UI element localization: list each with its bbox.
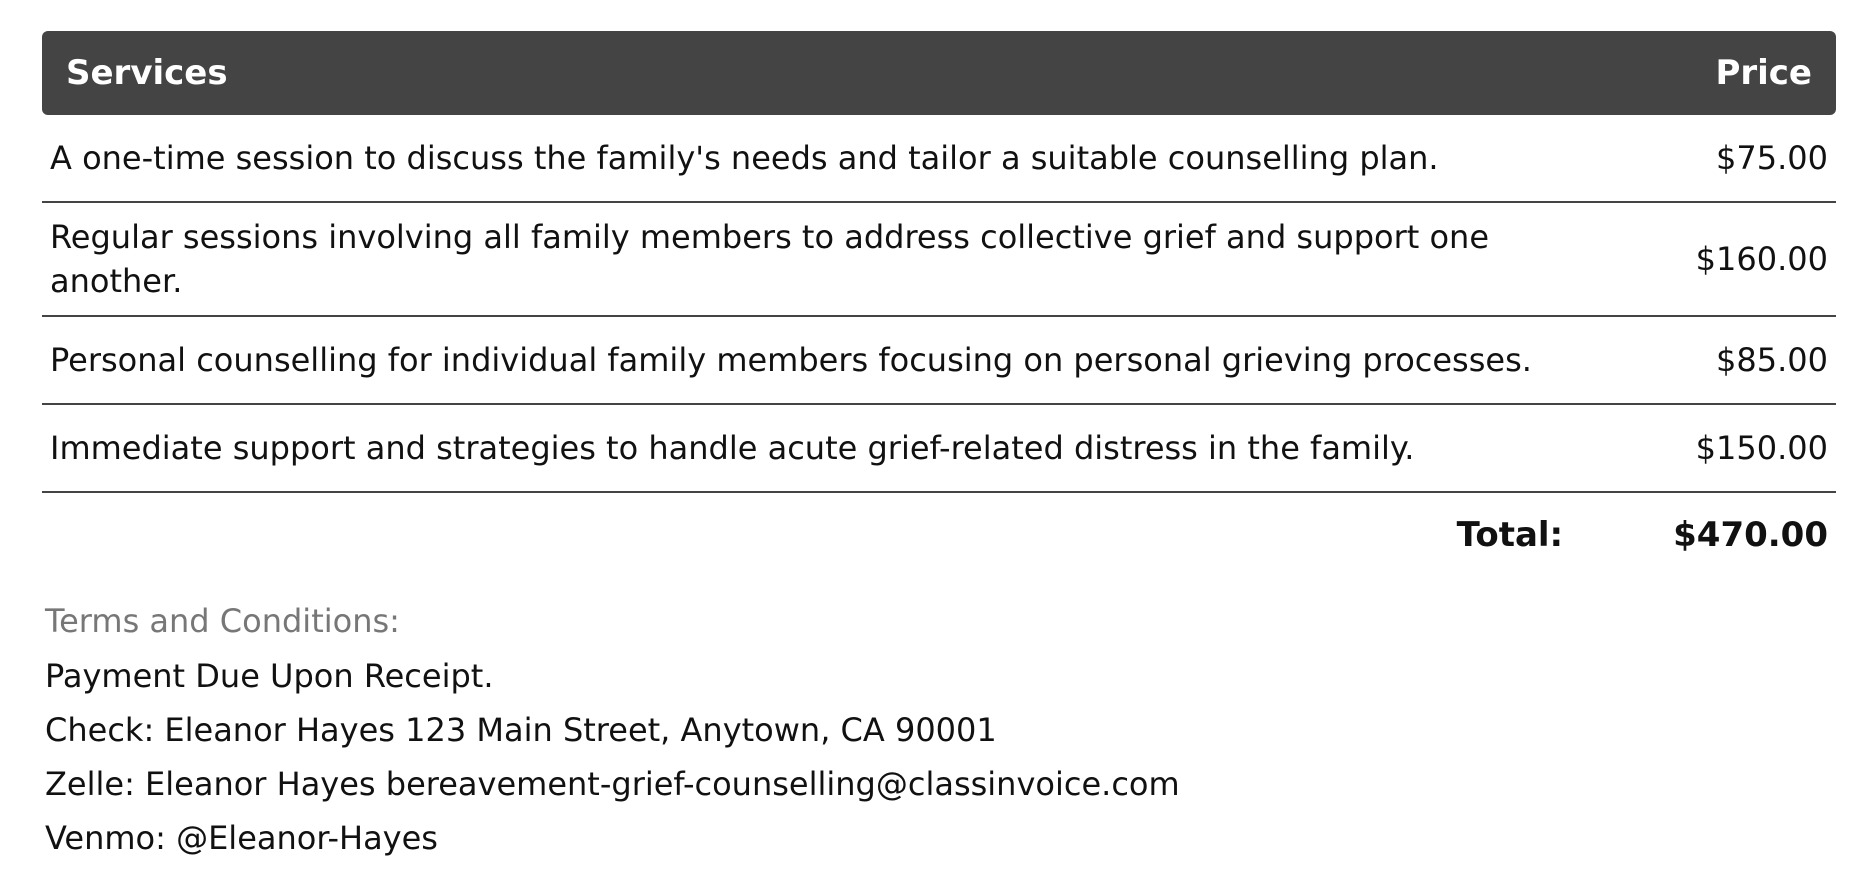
- terms-title: Terms and Conditions:: [45, 602, 400, 640]
- terms-zelle: Zelle: Eleanor Hayes bereavement-grief-counselling@classinvoice.com: [45, 765, 1180, 803]
- total-label: Total:: [1456, 515, 1564, 555]
- service-description: Regular sessions involving all family members to address collective grief and support one another.: [42, 202, 1626, 316]
- service-description: Immediate support and strategies to handle acute grief-related distress in the family.: [42, 404, 1626, 492]
- table-header-row: [42, 31, 1836, 115]
- total-row: [42, 493, 1836, 577]
- table-header: [42, 31, 1836, 115]
- invoice: [42, 31, 1836, 865]
- table-row: [42, 404, 1836, 492]
- services-column-header: Services: [42, 31, 1626, 115]
- service-price: $160.00: [1626, 202, 1836, 316]
- services-table: [42, 31, 1836, 493]
- table-body: [42, 115, 1836, 492]
- total-value: $470.00: [1673, 515, 1828, 555]
- service-description: A one-time session to discuss the family's needs and tailor a suitable counselling plan.: [42, 115, 1626, 202]
- service-price: $75.00: [1626, 115, 1836, 202]
- table-row: [42, 316, 1836, 404]
- terms-venmo: Venmo: @Eleanor-Hayes: [45, 819, 438, 857]
- service-description: Personal counselling for individual family members focusing on personal grieving processes.: [42, 316, 1626, 404]
- terms-section: [42, 593, 1836, 865]
- service-price: $85.00: [1626, 316, 1836, 404]
- service-price: $150.00: [1626, 404, 1836, 492]
- price-column-header: Price: [1626, 31, 1836, 115]
- terms-check: Check: Eleanor Hayes 123 Main Street, Anytown, CA 90001: [45, 711, 997, 749]
- table-row: [42, 115, 1836, 202]
- terms-payment-due: Payment Due Upon Receipt.: [45, 657, 494, 695]
- table-row: [42, 202, 1836, 316]
